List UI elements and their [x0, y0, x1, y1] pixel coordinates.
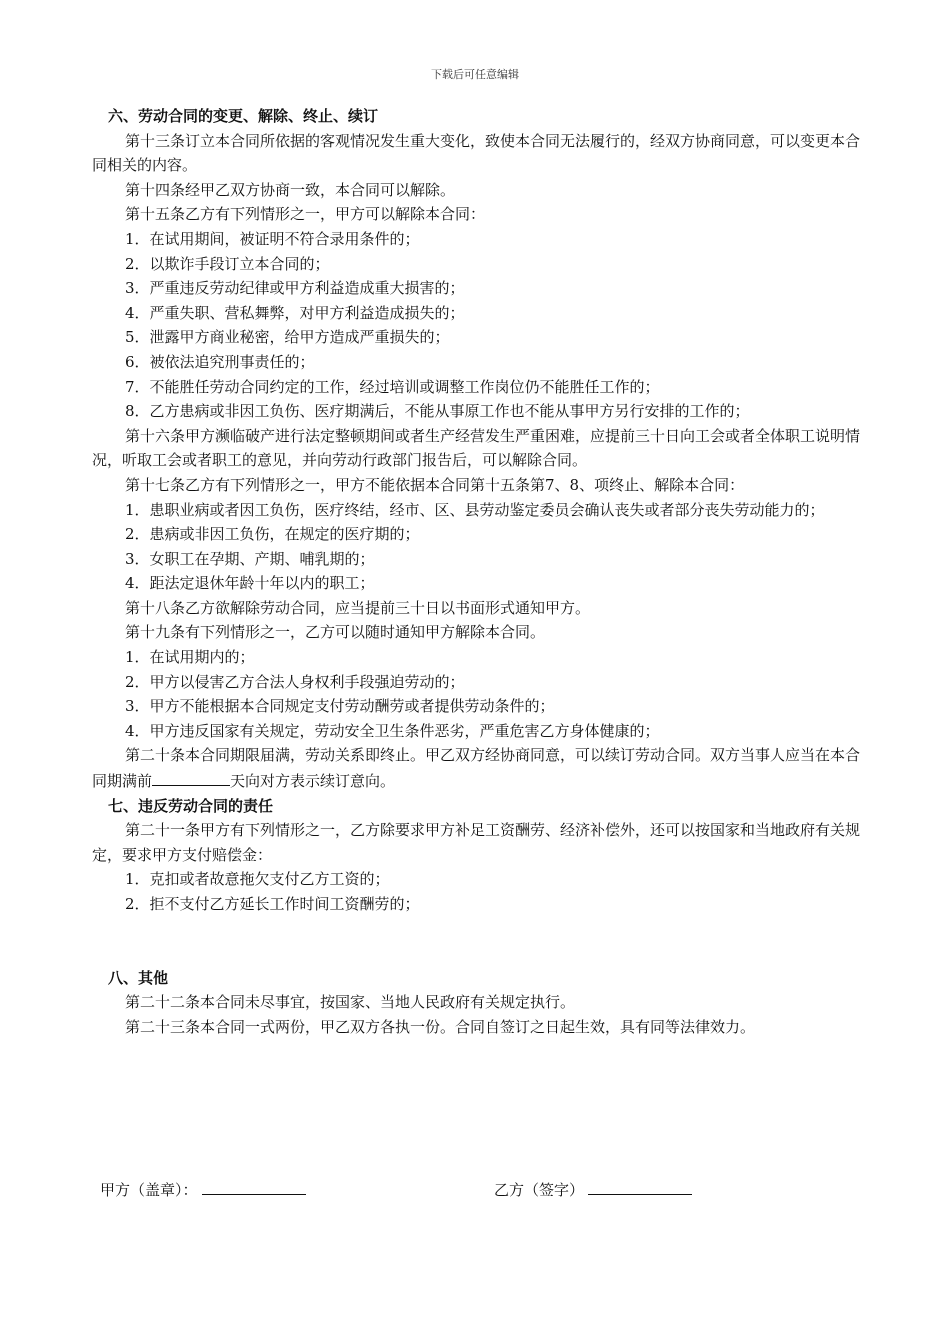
party-a-label: 甲方（盖章）：: [100, 1181, 198, 1199]
article-20-text-b: 天向对方表示续订意向。: [230, 772, 396, 791]
spacer: [92, 917, 862, 966]
article-20: [92, 743, 862, 793]
list-item: 3．女职工在孕期、产期、哺乳期的；: [125, 549, 375, 568]
page-header-note: 下载后可任意编辑: [431, 68, 519, 81]
list-item: 5．泄露甲方商业秘密，给甲方造成严重损失的；: [125, 328, 450, 347]
list-item: 3．甲方不能根据本合同规定支付劳动酬劳或者提供劳动条件的；: [125, 697, 555, 716]
article-19: 第十九条有下列情形之一，乙方可以随时通知甲方解除本合同。: [125, 623, 546, 642]
party-a-signature: [100, 1178, 306, 1200]
list-item: 2．患病或非因工负伤，在规定的医疗期的；: [125, 525, 420, 544]
section-heading-7: 七、违反劳动合同的责任: [108, 796, 274, 815]
article-13: 第十三条订立本合同所依据的客观情况发生重大变化，致使本合同无法履行的，经双方协商同意，可以变更本合同相关的内容。: [92, 131, 861, 175]
party-b-signature: [494, 1178, 692, 1200]
party-a-signature-line: [202, 1178, 306, 1195]
section-heading-6: 六、劳动合同的变更、解除、终止、续订: [108, 107, 379, 125]
list-item: 6．被依法追究刑事责任的；: [125, 352, 315, 371]
article-15: 第十五条乙方有下列情形之一，甲方可以解除本合同：: [125, 205, 486, 224]
list-item: 1．在试用期内的；: [125, 648, 255, 667]
list-item: 1．患职业病或者因工负伤，医疗终结，经市、区、县劳动鉴定委员会确认丧失或者部分丧失劳动能力的；: [125, 500, 825, 519]
list-item: 3．严重违反劳动纪律或甲方利益造成重大损害的；: [125, 279, 465, 298]
article-16: 第十六条甲方濒临破产进行法定整顿期间或者生产经营发生严重困难，应提前三十日向工会或者全体职工说明情况，听取工会或者职工的意见，并向劳动行政部门报告后，可以解除合同。: [92, 426, 861, 470]
article-21: 第二十一条甲方有下列情形之一，乙方除要求甲方补足工资酬劳、经济补偿外，还可以按国家和当地政府有关规定，要求甲方支付赔偿金：: [92, 821, 861, 864]
list-item: 4．距法定退休年龄十年以内的职工；: [125, 574, 375, 593]
article-14: 第十四条经甲乙双方协商一致，本合同可以解除。: [125, 180, 456, 199]
list-item: 8．乙方患病或非因工负伤、医疗期满后，不能从事原工作也不能从事甲方另行安排的工作的；: [125, 402, 750, 421]
renewal-days-blank: [152, 768, 230, 786]
list-item: 2．甲方以侵害乙方合法人身权利手段强迫劳动的；: [125, 672, 465, 691]
list-item: 4．甲方违反国家有关规定，劳动安全卫生条件恶劣，严重危害乙方身体健康的；: [125, 721, 660, 740]
list-item: 1．在试用期间，被证明不符合录用条件的；: [125, 229, 420, 248]
article-18: 第十八条乙方欲解除劳动合同，应当提前三十日以书面形式通知甲方。: [125, 598, 591, 617]
section-heading-8: 八、其他: [108, 968, 169, 987]
party-b-label: 乙方（签字）: [494, 1181, 585, 1199]
list-item: 1．克扣或者故意拖欠支付乙方工资的；: [125, 870, 390, 889]
party-b-signature-line: [588, 1178, 692, 1195]
list-item: 2．以欺诈手段订立本合同的；: [125, 254, 330, 273]
article-17: 第十七条乙方有下列情形之一，甲方不能依据本合同第十五条第7、8、项终止、解除本合同：: [125, 475, 745, 494]
article-22: 第二十二条本合同未尽事宜，按国家、当地人民政府有关规定执行。: [125, 993, 576, 1012]
article-20-text-a: 第二十条本合同期限届满，劳动关系即终止。甲乙双方经协商同意，可以续订劳动合同。双方当事人应当在本合同期满前: [92, 746, 861, 791]
contract-body: [92, 104, 862, 1039]
list-item: 4．严重失职、营私舞弊，对甲方利益造成损失的；: [125, 303, 465, 322]
list-item: 2．拒不支付乙方延长工作时间工资酬劳的；: [125, 895, 420, 913]
list-item: 7．不能胜任劳动合同约定的工作，经过培训或调整工作岗位仍不能胜任工作的；: [125, 377, 660, 396]
article-23: 第二十三条本合同一式两份，甲乙双方各执一份。合同自签订之日起生效，具有同等法律效力。: [125, 1017, 756, 1036]
